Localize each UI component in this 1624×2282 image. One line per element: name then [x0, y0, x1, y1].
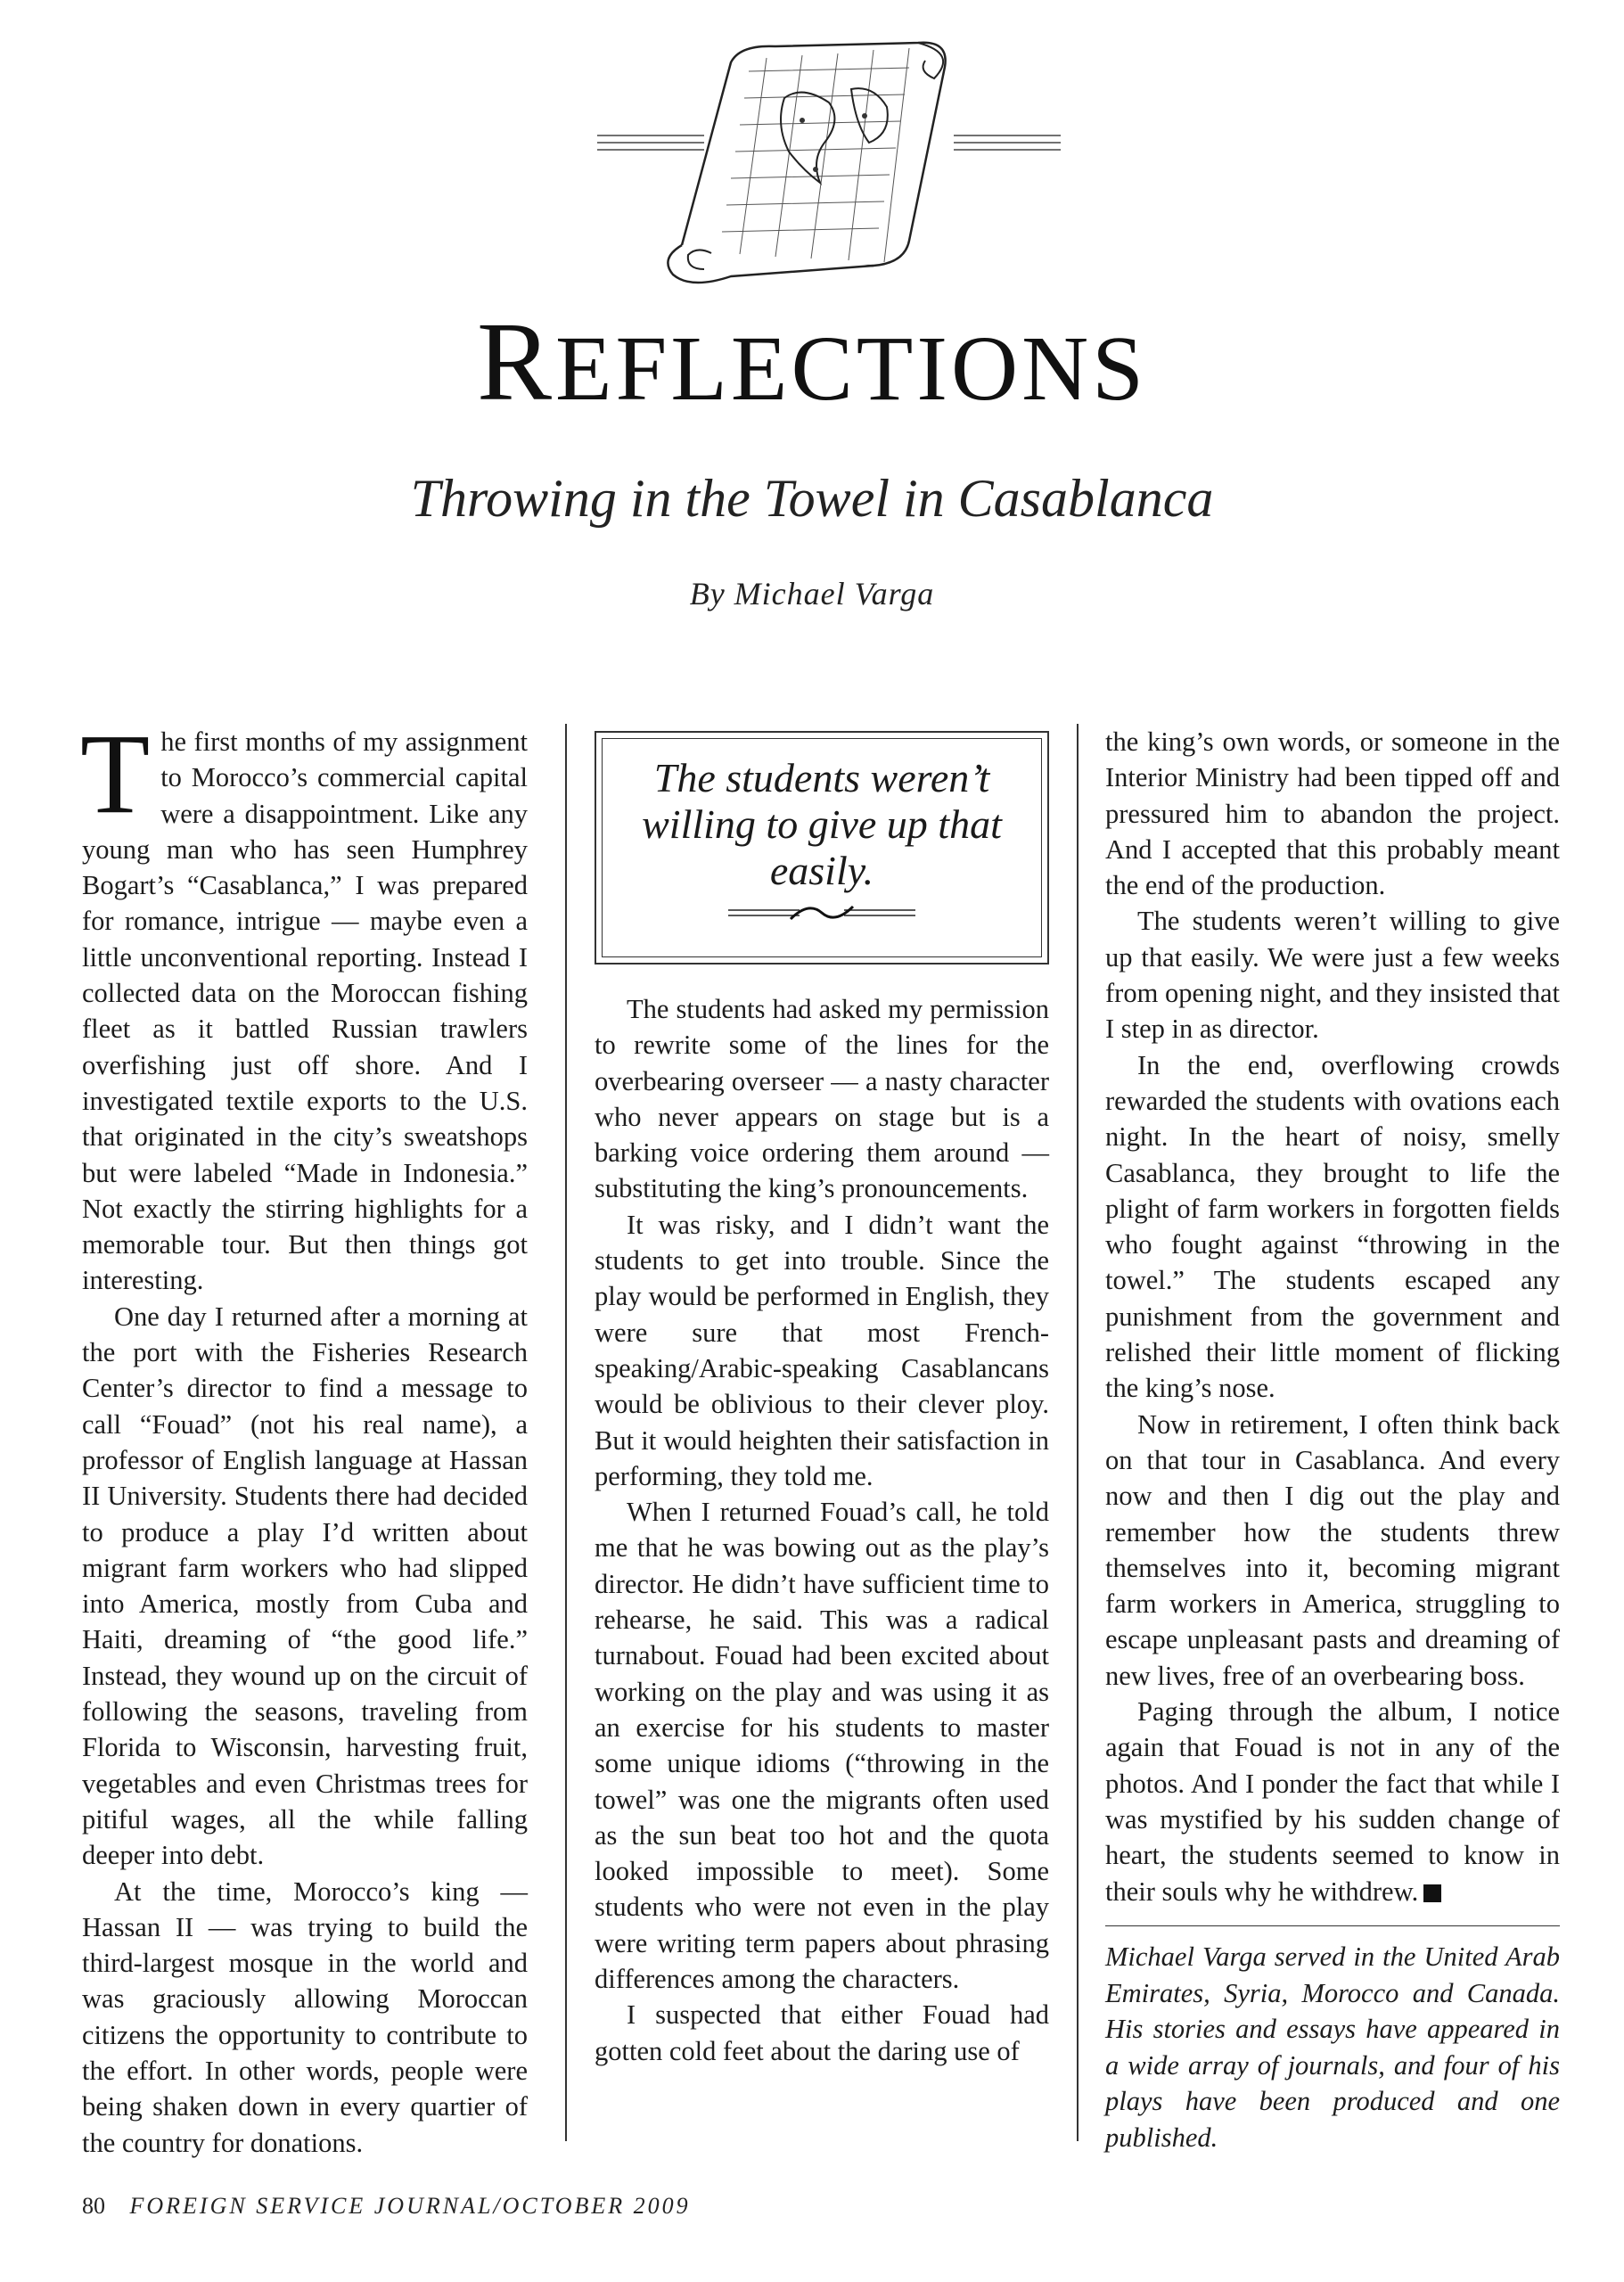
- publication-name: FOREIGN SERVICE JOURNAL/OCTOBER 2009: [129, 2193, 691, 2219]
- paragraph: The first months of my assignment to Morocco’s commercial capital were a disappointment. Like any young man who has seen Humphrey Bogart’s “Casablanca,” I was prepared for romance, intrigue — maybe even a little unconventional reporting. Instead I collected data on the Moroccan fishing fleet as it battled Russian trawlers overfishing just off shore. And I investigated textile exports to the U.S. that originated in the city’s sweatshops but were labeled “Made in Indonesia.” Not exactly the stirring highlights for a memorable tour. But then things got interesting.: [80, 710, 528, 1296]
- paragraph: One day I returned after a morning at the port with the Fisheries Research Center’s director to find a message to call “Fouad” (not his real name), a professor of English language at Hassan II University. Students there had decided to produce a play I’d written about migrant farm workers who had slipped into America, mostly from Cuba and Haiti, dreaming of “the good life.” Instead, they wound up on the circuit of following the seasons, traveling from Florida to Wisconsin, harvesting fruit, vegetables and even Christmas trees for pitiful wages, all the while falling deeper into debt.: [82, 1301, 528, 1871]
- scroll-map-ornament: [597, 36, 1061, 294]
- article-column-3: [1105, 724, 1560, 2155]
- bio-divider: [1105, 1925, 1560, 1927]
- paragraph: The students weren’t willing to give up that easily. We were just a few weeks from opening night, and they insisted that I step in as director.: [1105, 906, 1560, 1045]
- page-number: 80: [82, 2193, 105, 2219]
- paragraph: In the end, overflowing crowds rewarded the students with ovations each night. In the heart of noisy, smelly Casablanca, they brought to life the plight of farm workers in forgotten fields who fought against “throwing in the towel.” The students escaped any punishment from the government and relished their little moment of flicking the king’s nose.: [1105, 1049, 1560, 1404]
- page-footer: [82, 2193, 691, 2220]
- article-column-2: [595, 724, 1049, 2069]
- section-title: REFLECTIONS: [476, 300, 1148, 424]
- article-column-1: [80, 710, 528, 2161]
- drop-cap: T: [80, 710, 151, 837]
- column-divider: [1077, 724, 1079, 2141]
- paragraph: It was risky, and I didn’t want the students to get into trouble. Since the play would be performed in English, they were sure that most French-speaking/Arabic-speaking Casablancans would be oblivious to their clever ploy. But it would heighten their satisfaction in performing, they told me.: [595, 1209, 1049, 1491]
- paragraph: Now in retirement, I often think back on that tour in Casablanca. And every now and then I dig out the play and remember how the students threw themselves into it, becoming migrant farm workers in America, struggling to escape unpleasant pasts and dreaming of new lives, free of an overbearing boss.: [1105, 1408, 1560, 1691]
- author-bio: Michael Varga served in the United Arab Emirates, Syria, Morocco and Canada. His stories and essays have appeared in a wide array of journals, and four of his plays have been produced and one published.: [1105, 1941, 1560, 2153]
- paragraph: At the time, Morocco’s king — Hassan II — was trying to build the third-largest mosque in the world and was graciously allowing Moroccan citizens the opportunity to contribute to the effort. In other words, people were being shaken down in every quartier of the country for donations.: [82, 1876, 528, 2158]
- paragraph: When I returned Fouad’s call, he told me that he was bowing out as the play’s director. He didn’t have sufficient time to rehearse, he said. This was a radical turnabout. Fouad had been excited about working on the play and was using it as an exercise for his students to master some unique idioms (“throwing in the towel” was one the migrants often used as the sun beat too hot and the quota looked impossible to meet). Some students who were not even in the play were writing term papers about phrasing differences among the characters.: [595, 1497, 1049, 1995]
- pull-quote-text: The students weren’t willing to give up that easily.: [642, 755, 1002, 893]
- paragraph: The students had asked my permission to rewrite some of the lines for the overbearing overseer — a nasty character who never appears on stage but is a barking voice ordering them around — substituting the king’s pronouncements.: [595, 994, 1049, 1204]
- article-title: Throwing in the Towel in Casablanca: [410, 469, 1214, 528]
- byline: By Michael Varga: [689, 576, 935, 612]
- end-mark-icon: [1423, 1884, 1441, 1902]
- paragraph: Paging through the album, I notice again that Fouad is not in any of the photos. And I ponder the fact that while I was mystified by his sudden change of heart, the students seemed to know in their souls why he withdrew.: [1105, 1696, 1560, 1907]
- column-divider: [565, 724, 567, 2141]
- paragraph: I suspected that either Fouad had gotten cold feet about the daring use of: [595, 1999, 1049, 2066]
- paragraph: the king’s own words, or someone in the Interior Ministry had been tipped off and pressured him to abandon the project. And I accepted that this probably meant the end of the production.: [1105, 726, 1560, 901]
